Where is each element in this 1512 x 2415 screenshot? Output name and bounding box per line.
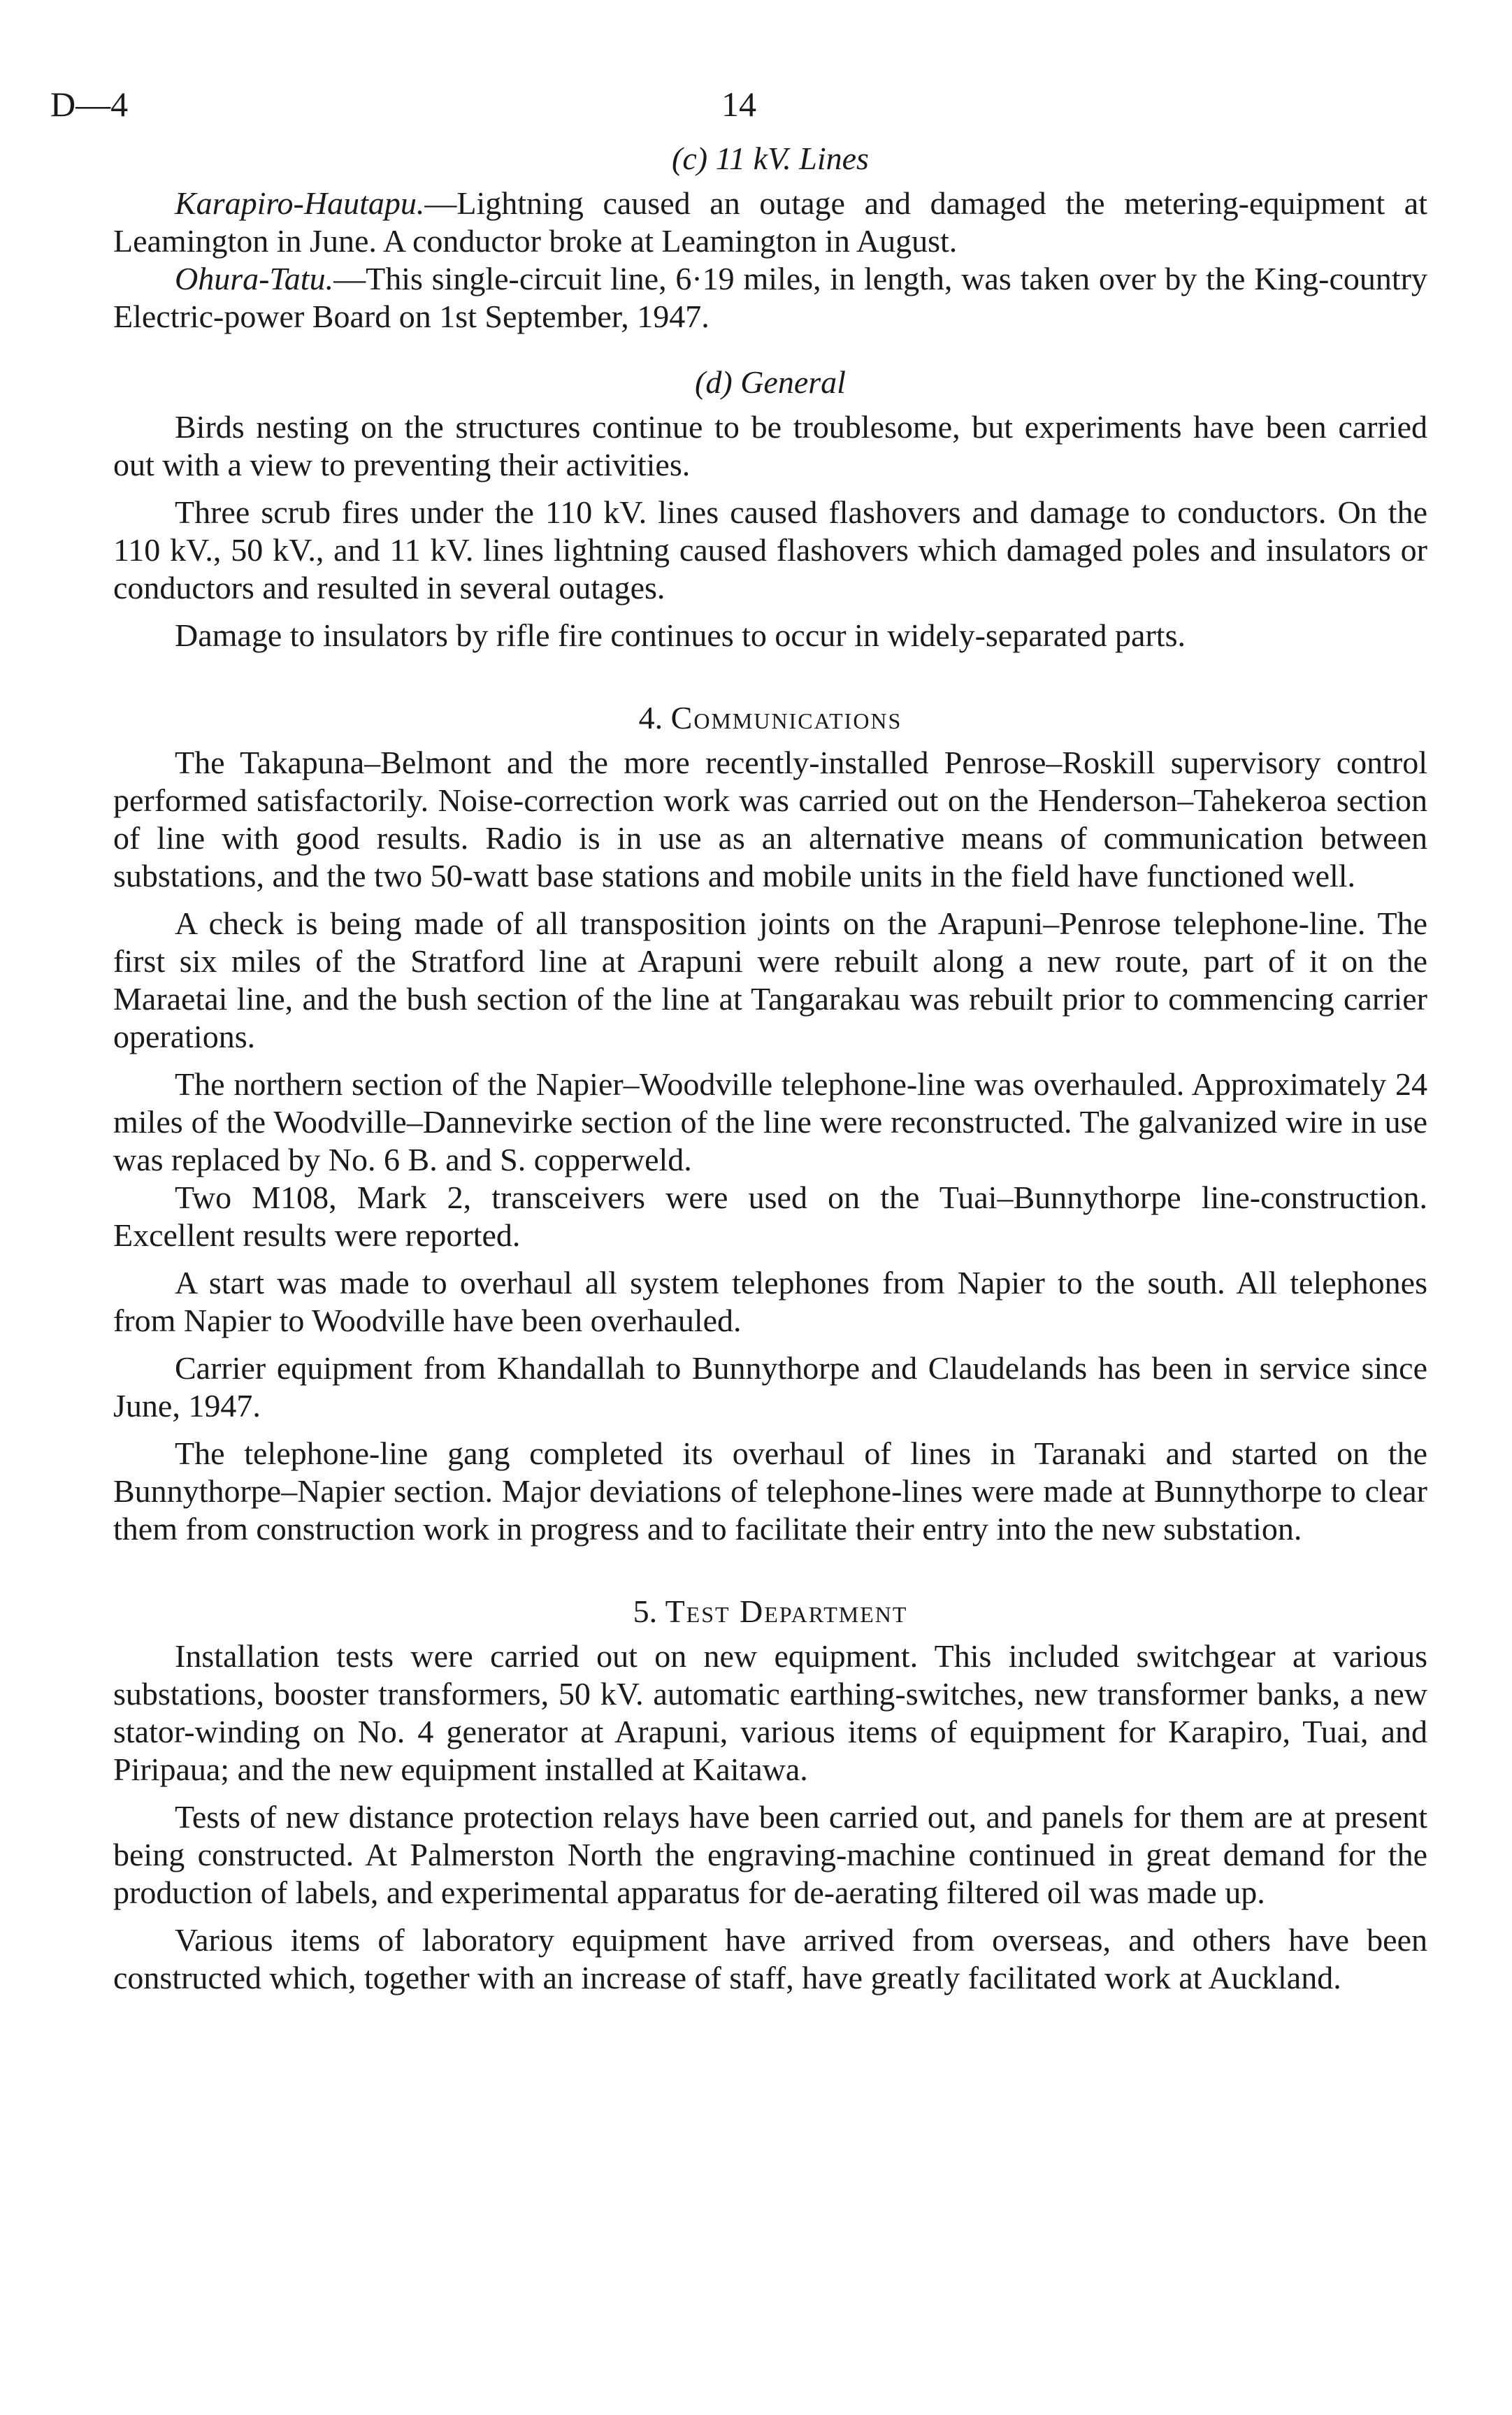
section-c-label: (c) (672, 141, 708, 176)
section-5-paragraph: Installation tests were carried out on new equipment. This included switchgear at various substations, booster transformers, 50 kV. automatic earthing-switches, new transformer banks, a new stator-winding on No. 4 generator at Arapuni, various items of equipment for Karapiro, Tuai, and Piripaua; and the new equipment installed at Kaitawa. (113, 1638, 1427, 1787)
paragraph-text: —This single-circuit line, 6·19 miles, in length, was taken over by the King-country Electric-power Board on 1st September, 1947. (113, 261, 1427, 334)
section-5-heading (113, 1593, 1427, 1631)
section-4-paragraph: Two M108, Mark 2, transceivers were used on the Tuai–Bunnythorpe line-construction. Excellent results were reported. (113, 1180, 1427, 1253)
section-c-paragraph (113, 185, 1427, 260)
section-c-title: 11 kV. Lines (715, 141, 869, 176)
section-4-paragraph: A start was made to overhaul all system telephones from Napier to the south. All telephones from Napier to Woodville have been overhauled. (113, 1265, 1427, 1338)
section-4-number: 4. (638, 700, 663, 736)
paragraph-text: —Lightning caused an outage and damaged the metering-equipment at Leamington in June. A conductor broke at Leamington in August. (113, 185, 1427, 259)
section-d-paragraph: Damage to insulators by rifle fire continues to occur in widely-separated parts. (175, 617, 1186, 653)
section-c-heading (113, 140, 1427, 178)
section-d-paragraph: Birds nesting on the structures continue to be troublesome, but experiments have been carried out with a view to preventing their activities. (113, 409, 1427, 482)
section-5-title: Test Department (665, 1593, 908, 1629)
paragraph-lead: Ohura-Tatu. (175, 261, 334, 296)
page-number: 14 (721, 85, 756, 124)
section-4-paragraph: The telephone-line gang completed its overhaul of lines in Taranaki and started on the Bunnythorpe–Napier section. Major deviations of telephone-lines were made at Bunnythorpe to clear them from construction work in progress and to facilitate their entry into the new substation. (113, 1435, 1427, 1547)
document-page (50, 84, 1427, 1997)
running-head (50, 84, 1427, 140)
section-4-title: Communications (670, 700, 902, 736)
section-c-paragraph (113, 260, 1427, 336)
section-4-paragraph: The northern section of the Napier–Woodville telephone-line was overhauled. Approximately 24 miles of the Woodville–Dannevirke section of the line were reconstructed. The galvanized wire in use was replaced by No. 6 B. and S. copperweld. (113, 1066, 1427, 1177)
section-d-paragraph: Three scrub fires under the 110 kV. lines caused flashovers and damage to conductors. On the 110 kV., 50 kV., and 11 kV. lines lightning caused flashovers which damaged poles and insulators or conductors and resulted in several outages. (113, 494, 1427, 605)
section-4-paragraph: A check is being made of all transposition joints on the Arapuni–Penrose telephone-line. The first six miles of the Stratford line at Arapuni were rebuilt along a new route, part of it on the Maraetai line, and the bush section of the line at Tangarakau was rebuilt prior to commencing carrier operations. (113, 905, 1427, 1054)
section-d-label: (d) (695, 364, 733, 400)
section-d-heading (113, 364, 1427, 401)
section-4-paragraph: The Takapuna–Belmont and the more recently-installed Penrose–Roskill supervisory control performed satisfactorily. Noise-correction work was carried out on the Henderson–Tahekeroa section of line with good results. Radio is in use as an alternative means of communication between substations, and the two 50-watt base stations and mobile units in the field have functioned well. (113, 745, 1427, 894)
section-d-title: General (740, 364, 846, 400)
section-5-number: 5. (633, 1593, 658, 1629)
section-4-heading (113, 699, 1427, 737)
section-5-paragraph: Various items of laboratory equipment have arrived from overseas, and others have been constructed which, together with an increase of staff, have greatly facilitated work at Auckland. (113, 1922, 1427, 1995)
document-reference: D—4 (50, 85, 129, 124)
section-5-paragraph: Tests of new distance protection relays have been carried out, and panels for them are at present being constructed. At Palmerston North the engraving-machine continued in great demand for the production of labels, and experimental apparatus for de-aerating filtered oil was made up. (113, 1799, 1427, 1910)
section-4-paragraph: Carrier equipment from Khandallah to Bunnythorpe and Claudelands has been in service since June, 1947. (113, 1350, 1427, 1424)
paragraph-lead: Karapiro-Hautapu. (175, 185, 425, 221)
